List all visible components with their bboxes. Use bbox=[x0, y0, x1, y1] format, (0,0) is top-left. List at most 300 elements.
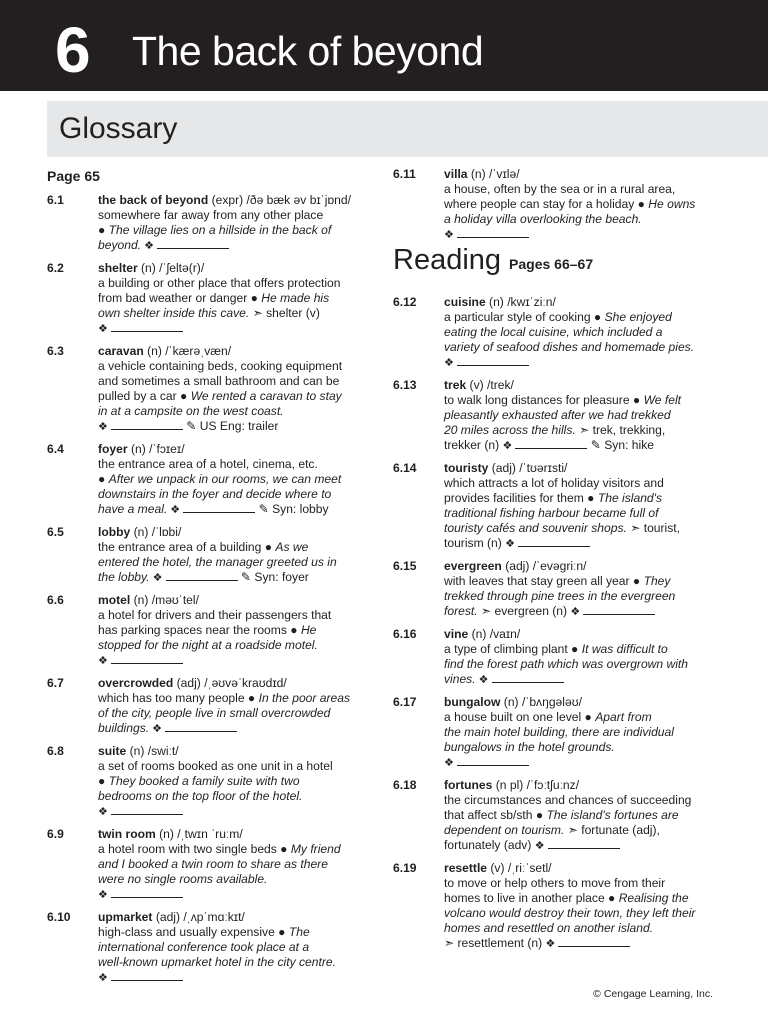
translation-blank bbox=[111, 419, 183, 430]
glossary-banner bbox=[47, 101, 768, 157]
entry-text: (adj) /ˈevəgriːn/ bbox=[501, 559, 587, 573]
example-text: traditional fishing harbour became full of bbox=[444, 506, 659, 520]
entry-body bbox=[98, 593, 372, 669]
headword: suite bbox=[98, 744, 127, 758]
headword: the back of beyond bbox=[98, 193, 209, 207]
headword: evergreen bbox=[444, 559, 502, 573]
entry-line bbox=[98, 419, 372, 435]
translation-blank bbox=[548, 838, 620, 849]
entry-text: a set of rooms booked as one unit in a hotel bbox=[98, 759, 333, 773]
example-text: of the city, people live in small overcrowded bbox=[98, 706, 331, 720]
entry-line bbox=[444, 355, 725, 371]
entry-text: somewhere far away from any other place bbox=[98, 208, 324, 222]
entry-text: a vehicle containing beds, cooking equipment bbox=[98, 359, 343, 373]
headword: motel bbox=[98, 593, 131, 607]
entry-line bbox=[98, 676, 372, 691]
entry-line bbox=[98, 872, 372, 887]
entry-number: 6.7 bbox=[47, 676, 64, 690]
entry-line bbox=[98, 910, 372, 925]
example-text: the main hotel building, there are individual bbox=[444, 725, 674, 739]
glossary-entry bbox=[393, 461, 725, 552]
example-text: pleasantly exhausted after we had trekked bbox=[444, 408, 671, 422]
entry-line bbox=[98, 238, 372, 254]
entry-body bbox=[444, 627, 725, 688]
entry-line bbox=[98, 306, 372, 321]
entry-text: which attracts a lot of holiday visitors and bbox=[444, 476, 664, 490]
entry-text: the circumstances and chances of succeeding bbox=[444, 793, 692, 807]
example-text: international conference took place at a bbox=[98, 940, 310, 954]
entry-text: (n) /swiːt/ bbox=[126, 744, 179, 758]
translation-symbol: ❖ bbox=[98, 421, 111, 433]
entry-body bbox=[444, 778, 725, 854]
right-entries-top bbox=[393, 167, 725, 243]
entry-line bbox=[98, 638, 372, 653]
reading-pages: Pages 66–67 bbox=[509, 256, 594, 272]
entry-number: 6.10 bbox=[47, 910, 71, 924]
entry-line bbox=[444, 672, 725, 688]
entry-body bbox=[98, 344, 372, 435]
translation-symbol: ❖ bbox=[149, 723, 166, 735]
entry-line bbox=[98, 442, 372, 457]
entry-number: 6.2 bbox=[47, 261, 64, 275]
entry-line bbox=[98, 291, 372, 306]
translation-blank bbox=[558, 936, 630, 947]
entry-line bbox=[444, 808, 725, 823]
glossary-entry bbox=[47, 344, 372, 435]
entry-line bbox=[98, 955, 372, 970]
entry-body bbox=[444, 861, 725, 952]
entry-line bbox=[98, 789, 372, 804]
glossary-entry bbox=[393, 778, 725, 854]
headword: overcrowded bbox=[98, 676, 174, 690]
headword: cuisine bbox=[444, 295, 486, 309]
glossary-heading: Glossary bbox=[59, 112, 178, 145]
example-text: touristy cafés and souvenir shops. bbox=[444, 521, 627, 535]
entry-line bbox=[98, 359, 372, 374]
entry-line bbox=[444, 589, 725, 604]
entry-line bbox=[444, 823, 725, 838]
entry-line bbox=[98, 706, 372, 721]
entry-line bbox=[444, 838, 725, 854]
headword: trek bbox=[444, 378, 467, 392]
example-text: He bbox=[300, 623, 317, 637]
entry-text: where people can stay for a holiday ● bbox=[444, 197, 649, 211]
entry-text: (expr) /ðə bæk əv bɪˈjɒnd/ bbox=[208, 193, 351, 207]
entry-line bbox=[98, 857, 372, 872]
example-text: entered the hotel, the manager greeted us in bbox=[98, 555, 337, 569]
entry-line bbox=[444, 710, 725, 725]
entry-body bbox=[444, 695, 725, 771]
entry-line bbox=[444, 861, 725, 876]
entry-text: (n pl) /ˈfɔːtʃuːnz/ bbox=[492, 778, 580, 792]
example-text: volcano would destroy their town, they left their bbox=[444, 906, 696, 920]
translation-blank bbox=[457, 355, 529, 366]
example-text: downstairs in the foyer and decide where to bbox=[98, 487, 332, 501]
entry-text: (n) /ˈʃeltə(r)/ bbox=[137, 261, 205, 275]
example-text: beyond. bbox=[98, 238, 142, 252]
entry-body bbox=[444, 378, 725, 454]
glossary-entry bbox=[47, 676, 372, 737]
entry-line bbox=[98, 842, 372, 857]
translation-symbol: ❖ bbox=[141, 240, 158, 252]
entry-text: which has too many people ● bbox=[98, 691, 259, 705]
entry-text: ➣ trek, trekking, bbox=[575, 423, 666, 437]
example-text: find the forest path which was overgrown with bbox=[444, 657, 689, 671]
entry-line bbox=[444, 642, 725, 657]
entry-text: ✎ Syn: lobby bbox=[255, 502, 329, 516]
entry-text: ● bbox=[98, 472, 109, 486]
headword: foyer bbox=[98, 442, 128, 456]
reading-section-header bbox=[393, 244, 725, 287]
translation-symbol: ❖ bbox=[534, 840, 548, 852]
glossary-entry bbox=[47, 525, 372, 586]
entry-text: ➣ tourist, bbox=[626, 521, 681, 535]
entry-line bbox=[98, 804, 372, 820]
entry-line bbox=[98, 744, 372, 759]
entry-text: a hotel for drivers and their passengers that bbox=[98, 608, 332, 622]
entry-line bbox=[444, 295, 725, 310]
headword: upmarket bbox=[98, 910, 153, 924]
unit-header bbox=[0, 0, 768, 91]
entry-text: the entrance area of a hotel, cinema, etc. bbox=[98, 457, 318, 471]
entry-text: ● bbox=[98, 223, 109, 237]
entry-text: homes to live in another place ● bbox=[444, 891, 619, 905]
entry-text: (n) /vaɪn/ bbox=[468, 627, 521, 641]
entry-text: that affect sb/sth ● bbox=[444, 808, 547, 822]
entry-line bbox=[444, 876, 725, 891]
example-text: stopped for the night at a roadside motel. bbox=[98, 638, 318, 652]
example-text: have a meal. bbox=[98, 502, 168, 516]
entry-text: a hotel room with two single beds ● bbox=[98, 842, 291, 856]
entry-line bbox=[444, 491, 725, 506]
glossary-entry bbox=[47, 910, 372, 986]
entry-text: has parking spaces near the rooms ● bbox=[98, 623, 301, 637]
entry-line bbox=[98, 404, 372, 419]
right-entries-bottom bbox=[393, 295, 725, 952]
entry-number: 6.3 bbox=[47, 344, 64, 358]
copyright-footer: © Cengage Learning, Inc. bbox=[593, 988, 713, 1000]
entry-line bbox=[444, 393, 725, 408]
entry-number: 6.18 bbox=[393, 778, 417, 792]
entry-text: (n) /ˈbʌŋgələʊ/ bbox=[500, 695, 582, 709]
entry-text: (n) /məʊˈtel/ bbox=[130, 593, 199, 607]
example-text: We rented a caravan to stay bbox=[190, 389, 342, 403]
example-text: bungalows in the hotel grounds. bbox=[444, 740, 615, 754]
example-text: It was difficult to bbox=[581, 642, 668, 656]
entry-line bbox=[444, 657, 725, 672]
entry-line bbox=[98, 502, 372, 518]
example-text: Apart from bbox=[595, 710, 652, 724]
entry-line bbox=[444, 559, 725, 574]
example-text: After we unpack in our rooms, we can meet bbox=[108, 472, 342, 486]
entry-line bbox=[444, 725, 725, 740]
entry-number: 6.17 bbox=[393, 695, 417, 709]
translation-blank bbox=[165, 721, 237, 732]
translation-blank bbox=[492, 672, 564, 683]
entry-line bbox=[444, 423, 725, 438]
translation-symbol: ❖ bbox=[98, 655, 111, 667]
glossary-entry bbox=[393, 167, 725, 243]
entry-text: (n) /ˈlɒbi/ bbox=[130, 525, 182, 539]
example-text: dependent on tourism. bbox=[444, 823, 565, 837]
example-text: well-known upmarket hotel in the city centre. bbox=[98, 955, 336, 969]
translation-blank bbox=[157, 238, 229, 249]
glossary-entry bbox=[393, 627, 725, 688]
entry-line bbox=[98, 389, 372, 404]
translation-symbol: ❖ bbox=[444, 229, 457, 241]
entry-text: (n) /kwɪˈziːn/ bbox=[485, 295, 556, 309]
example-text: She enjoyed bbox=[604, 310, 672, 324]
entry-line bbox=[98, 261, 372, 276]
example-text: vines. bbox=[444, 672, 476, 686]
entry-line bbox=[444, 521, 725, 536]
entry-line bbox=[98, 593, 372, 608]
translation-blank bbox=[111, 321, 183, 332]
entry-line bbox=[98, 653, 372, 669]
entry-text: ✎ Syn: foyer bbox=[237, 570, 309, 584]
entry-text: a house, often by the sea or in a rural area, bbox=[444, 182, 676, 196]
headword: vine bbox=[444, 627, 469, 641]
entry-number: 6.5 bbox=[47, 525, 64, 539]
entry-body bbox=[98, 193, 372, 254]
entry-line bbox=[98, 570, 372, 586]
entry-number: 6.9 bbox=[47, 827, 64, 841]
glossary-entry bbox=[47, 442, 372, 518]
entry-line bbox=[98, 555, 372, 570]
example-text: In the poor areas bbox=[258, 691, 351, 705]
example-text: in at a campsite on the west coast. bbox=[98, 404, 284, 418]
entry-body bbox=[98, 910, 372, 986]
entry-line bbox=[444, 212, 725, 227]
translation-symbol: ❖ bbox=[444, 357, 457, 369]
example-text: The island's fortunes are bbox=[546, 808, 679, 822]
entry-text: and sometimes a small bathroom and can be bbox=[98, 374, 340, 388]
example-text: eating the local cuisine, which included a bbox=[444, 325, 663, 339]
entry-line bbox=[444, 891, 725, 906]
entry-line bbox=[98, 887, 372, 903]
entry-line bbox=[444, 438, 725, 454]
entry-number: 6.11 bbox=[393, 167, 416, 181]
translation-blank bbox=[111, 653, 183, 664]
entry-number: 6.16 bbox=[393, 627, 417, 641]
translation-blank bbox=[111, 887, 183, 898]
entry-line bbox=[444, 461, 725, 476]
example-text: were no single rooms available. bbox=[98, 872, 268, 886]
translation-blank bbox=[457, 755, 529, 766]
translation-symbol: ❖ bbox=[167, 504, 184, 516]
example-text: the lobby. bbox=[98, 570, 150, 584]
entry-text: to move or help others to move from their bbox=[444, 876, 666, 890]
entry-text: (adj) /ˌəʊvəˈkraʊdɪd/ bbox=[173, 676, 287, 690]
entry-body bbox=[98, 676, 372, 737]
translation-blank bbox=[518, 536, 590, 547]
left-entries bbox=[47, 193, 372, 986]
entry-line bbox=[98, 691, 372, 706]
entry-line bbox=[444, 936, 725, 952]
entry-line bbox=[98, 223, 372, 238]
entry-line bbox=[444, 627, 725, 642]
entry-text: (n) /ˌtwɪn ˈruːm/ bbox=[155, 827, 243, 841]
entry-line bbox=[444, 793, 725, 808]
translation-symbol: ❖ bbox=[98, 972, 111, 984]
headword: caravan bbox=[98, 344, 144, 358]
entry-text: provides facilities for them ● bbox=[444, 491, 598, 505]
entry-line bbox=[98, 623, 372, 638]
entry-body bbox=[444, 559, 725, 620]
entry-text: ✎ Syn: hike bbox=[587, 438, 654, 452]
entry-line bbox=[444, 227, 725, 243]
headword: fortunes bbox=[444, 778, 493, 792]
headword: resettle bbox=[444, 861, 488, 875]
translation-blank bbox=[515, 438, 587, 449]
example-text: We felt bbox=[643, 393, 681, 407]
entry-line bbox=[444, 536, 725, 552]
entry-text: fortunately (adv) bbox=[444, 838, 535, 852]
entry-number: 6.14 bbox=[393, 461, 417, 475]
glossary-entry bbox=[47, 193, 372, 254]
translation-symbol: ❖ bbox=[149, 572, 166, 584]
entry-body bbox=[98, 525, 372, 586]
entry-text: high-class and usually expensive ● bbox=[98, 925, 289, 939]
entry-text: with leaves that stay green all year ● bbox=[444, 574, 644, 588]
entry-line bbox=[444, 906, 725, 921]
entry-line bbox=[98, 774, 372, 789]
translation-blank bbox=[111, 804, 183, 815]
translation-symbol: ❖ bbox=[502, 440, 516, 452]
entry-line bbox=[98, 608, 372, 623]
entry-line bbox=[444, 340, 725, 355]
translation-blank bbox=[183, 502, 255, 513]
glossary-entry bbox=[47, 593, 372, 669]
entry-line bbox=[98, 457, 372, 472]
translation-blank bbox=[111, 970, 183, 981]
headword: touristy bbox=[444, 461, 489, 475]
example-text: The village lies on a hillside in the back of bbox=[108, 223, 332, 237]
reading-title: Reading bbox=[393, 244, 502, 276]
entry-text: ➣ evergreen (n) bbox=[477, 604, 571, 618]
example-text: They booked a family suite with two bbox=[108, 774, 300, 788]
entry-text: a building or other place that offers protection bbox=[98, 276, 341, 290]
example-text: trekked through pine trees in the evergreen bbox=[444, 589, 676, 603]
headword: lobby bbox=[98, 525, 131, 539]
entry-text: a particular style of cooking ● bbox=[444, 310, 605, 324]
entry-line bbox=[98, 525, 372, 540]
entry-line bbox=[444, 167, 725, 182]
entry-line bbox=[444, 755, 725, 771]
translation-symbol: ❖ bbox=[444, 757, 457, 769]
entry-body bbox=[444, 295, 725, 371]
right-column bbox=[393, 167, 725, 959]
example-text: Realising the bbox=[618, 891, 689, 905]
entry-text: (n) /ˈkærəˌvæn/ bbox=[143, 344, 232, 358]
entry-line bbox=[98, 321, 372, 337]
entry-line bbox=[98, 193, 372, 208]
entry-text: (n) /ˈfɔɪeɪ/ bbox=[127, 442, 185, 456]
entry-text: a type of climbing plant ● bbox=[444, 642, 582, 656]
entry-number: 6.12 bbox=[393, 295, 417, 309]
entry-text: ● bbox=[98, 774, 109, 788]
translation-blank bbox=[583, 604, 655, 615]
entry-line bbox=[444, 310, 725, 325]
glossary-entry bbox=[393, 559, 725, 620]
entry-line bbox=[98, 344, 372, 359]
headword: twin room bbox=[98, 827, 156, 841]
entry-text: tourism (n) bbox=[444, 536, 506, 550]
entry-text: (v) /ˌriːˈsetl/ bbox=[487, 861, 552, 875]
entry-text: ✎ US Eng: trailer bbox=[182, 419, 279, 433]
glossary-entry bbox=[47, 827, 372, 903]
entry-line bbox=[444, 740, 725, 755]
example-text: He owns bbox=[648, 197, 696, 211]
headword: shelter bbox=[98, 261, 138, 275]
entry-text: pulled by a car ● bbox=[98, 389, 191, 403]
entry-body bbox=[444, 167, 725, 243]
entry-line bbox=[444, 695, 725, 710]
unit-number: 6 bbox=[55, 14, 91, 86]
glossary-entry bbox=[393, 295, 725, 371]
entry-line bbox=[98, 276, 372, 291]
example-text: and I booked a twin room to share as there bbox=[98, 857, 328, 871]
translation-symbol: ❖ bbox=[505, 538, 519, 550]
entry-line bbox=[444, 182, 725, 197]
entry-line bbox=[444, 506, 725, 521]
entry-number: 6.19 bbox=[393, 861, 417, 875]
entry-text: (v) /trek/ bbox=[466, 378, 514, 392]
entry-line bbox=[444, 778, 725, 793]
entry-text: the entrance area of a building ● bbox=[98, 540, 276, 554]
entry-text: (adj) /ˌʌpˈmɑːkɪt/ bbox=[152, 910, 245, 924]
glossary-entry bbox=[47, 744, 372, 820]
translation-symbol: ❖ bbox=[475, 674, 492, 686]
entry-line bbox=[98, 970, 372, 986]
unit-title: The back of beyond bbox=[132, 28, 484, 74]
entry-body bbox=[98, 442, 372, 518]
example-text: They bbox=[643, 574, 671, 588]
entry-line bbox=[444, 604, 725, 620]
example-text: He made his bbox=[261, 291, 330, 305]
entry-body bbox=[444, 461, 725, 552]
entry-text: to walk long distances for pleasure ● bbox=[444, 393, 644, 407]
entry-line bbox=[444, 921, 725, 936]
example-text: As we bbox=[275, 540, 309, 554]
example-text: The island's bbox=[597, 491, 662, 505]
entry-body bbox=[98, 261, 372, 337]
page-label: Page 65 bbox=[47, 168, 100, 184]
entry-line bbox=[98, 472, 372, 487]
entry-number: 6.1 bbox=[47, 193, 64, 207]
glossary-entry bbox=[393, 695, 725, 771]
entry-text: ➣ shelter (v) bbox=[249, 306, 320, 320]
entry-line bbox=[98, 374, 372, 389]
left-column bbox=[47, 167, 372, 993]
entry-line bbox=[98, 940, 372, 955]
entry-body bbox=[98, 744, 372, 820]
entry-line bbox=[444, 476, 725, 491]
translation-symbol: ❖ bbox=[570, 606, 584, 618]
example-text: forest. bbox=[444, 604, 478, 618]
entry-number: 6.13 bbox=[393, 378, 417, 392]
entry-line bbox=[444, 378, 725, 393]
example-text: bedrooms on the top floor of the hotel. bbox=[98, 789, 303, 803]
entry-number: 6.15 bbox=[393, 559, 417, 573]
example-text: homes and resettled on another island. bbox=[444, 921, 654, 935]
entry-number: 6.4 bbox=[47, 442, 64, 456]
entry-line bbox=[444, 325, 725, 340]
example-text: a holiday villa overlooking the beach. bbox=[444, 212, 642, 226]
entry-line bbox=[98, 487, 372, 502]
headword: bungalow bbox=[444, 695, 501, 709]
translation-symbol: ❖ bbox=[98, 323, 111, 335]
